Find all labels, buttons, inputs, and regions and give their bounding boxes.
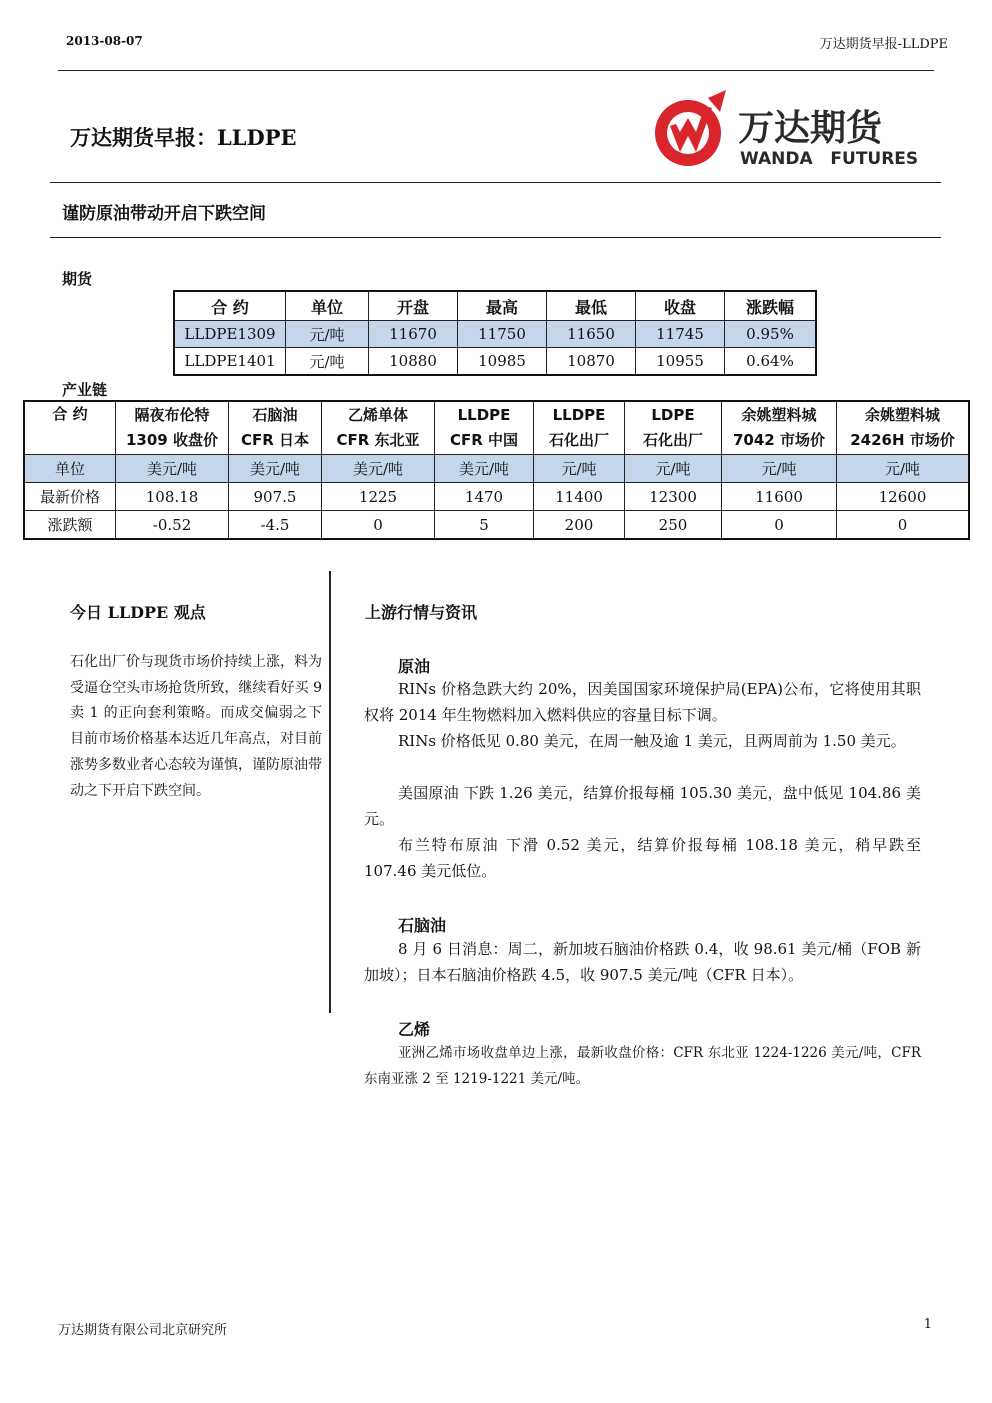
futures-table — [173, 290, 817, 376]
table-cell: 11650 — [547, 321, 636, 348]
page-number: 1 — [923, 1317, 932, 1332]
company-logo — [650, 86, 932, 172]
futures-header-cell: 收盘 — [636, 291, 725, 321]
chain-header-cell — [322, 401, 435, 455]
table-row — [174, 321, 816, 348]
table-cell: -0.52 — [116, 511, 229, 540]
table-cell: 美元/吨 — [435, 455, 534, 483]
chain-header-cell — [116, 401, 229, 455]
table-cell: 元/吨 — [625, 455, 722, 483]
table-cell: 11745 — [636, 321, 725, 348]
table-cell: 美元/吨 — [229, 455, 322, 483]
industry-chain-table — [23, 400, 970, 540]
news-paragraph: 亚洲乙烯市场收盘单边上涨，最新收盘价格：CFR 东北亚 1224-1226 美元/吨，CFR 东南亚涨 2 至 1219-1221 美元/吨。 — [364, 1045, 921, 1087]
chain-header-cell — [435, 401, 534, 455]
chain-header-cell — [625, 401, 722, 455]
futures-header-cell: 最高 — [458, 291, 547, 321]
logo-en-text: WANDA FUTURES — [740, 149, 919, 169]
chain-header-line: 1309 收盘价 — [126, 431, 218, 449]
table-cell: 0 — [837, 511, 970, 540]
futures-section-label: 期货 — [62, 270, 93, 288]
news-paragraph: 布兰特布原油 下滑 0.52 美元，结算价报每桶 108.18 美元，稍早跌至 107.46 美元低位。 — [364, 836, 921, 880]
report-subtitle: 谨防原油带动开启下跌空间 — [62, 204, 266, 224]
footer-company: 万达期货有限公司北京研究所 — [58, 1323, 228, 1338]
news-paragraph: RINs 价格低见 0.80 美元，在周一触及逾 1 美元，且两周前为 1.50 美元。 — [398, 732, 906, 750]
table-cell: 0.64% — [725, 348, 817, 376]
futures-header-cell: 涨跌幅 — [725, 291, 817, 321]
chain-header-cell — [534, 401, 625, 455]
header-report-title: 万达期货早报-LLDPE — [819, 37, 948, 52]
section-title-crude: 原油 — [398, 657, 431, 676]
table-cell: 0 — [722, 511, 837, 540]
header-divider — [58, 70, 934, 71]
chain-header-line: LDPE — [651, 406, 695, 424]
chain-section-label: 产业链 — [62, 381, 108, 399]
chain-header-line: 余姚塑料城 — [864, 406, 940, 424]
table-cell: 10880 — [369, 348, 458, 376]
page-title: 万达期货早报：LLDPE — [70, 125, 297, 150]
news-heading: 上游行情与资讯 — [365, 603, 478, 622]
table-cell: 元/吨 — [722, 455, 837, 483]
logo-cn-text: 万达期货 — [738, 108, 883, 149]
futures-header-row — [174, 291, 816, 321]
table-row — [24, 483, 969, 511]
table-cell: 10955 — [636, 348, 725, 376]
section-title-ethylene: 乙烯 — [398, 1020, 431, 1039]
chain-header-line: 2426H 市场价 — [850, 431, 955, 449]
futures-header-cell: 合 约 — [174, 291, 286, 321]
table-cell: LLDPE1309 — [174, 321, 286, 348]
column-divider — [329, 571, 331, 1013]
table-cell: 10985 — [458, 348, 547, 376]
table-cell: 元/吨 — [286, 321, 369, 348]
section-title-naphtha: 石脑油 — [398, 916, 447, 935]
table-cell: 最新价格 — [24, 483, 116, 511]
futures-header-cell: 最低 — [547, 291, 636, 321]
chain-header-line: 石化出厂 — [548, 431, 609, 449]
view-heading: 今日 LLDPE 观点 — [70, 603, 206, 622]
table-cell: 元/吨 — [837, 455, 970, 483]
table-cell: 元/吨 — [534, 455, 625, 483]
table-cell: 108.18 — [116, 483, 229, 511]
chain-header-line: 7042 市场价 — [733, 431, 825, 449]
chain-header-line: LLDPE — [552, 406, 606, 424]
table-cell: 美元/吨 — [116, 455, 229, 483]
table-row — [24, 511, 969, 540]
table-cell: 5 — [435, 511, 534, 540]
news-paragraph: RINs 价格急跌大约 20%，因美国国家环境保护局(EPA)公布，它将使用其职权将 2014 年生物燃料加入燃料供应的容量目标下调。 — [364, 680, 921, 724]
chain-header-line: CFR 东北亚 — [336, 431, 420, 449]
chain-header-cell — [229, 401, 322, 455]
table-cell: 单位 — [24, 455, 116, 483]
table-cell: 0 — [322, 511, 435, 540]
table-cell: 12600 — [837, 483, 970, 511]
table-cell: 10870 — [547, 348, 636, 376]
chain-header-cell — [722, 401, 837, 455]
chain-header-line: 合 约 — [52, 405, 88, 423]
table-row — [174, 348, 816, 376]
chain-header-line: LLDPE — [457, 406, 511, 424]
news-paragraph: 8 月 6 日消息：周二，新加坡石脑油价格跌 0.4，收 98.61 美元/桶（FOB 新加坡）；日本石脑油价格跌 4.5，收 907.5 美元/吨（CFR 日本）。 — [364, 940, 921, 984]
table-cell: 11400 — [534, 483, 625, 511]
table-row — [24, 455, 969, 483]
chain-header-cell — [24, 401, 116, 455]
report-date: 2013-08-07 — [66, 34, 143, 48]
table-cell: 1225 — [322, 483, 435, 511]
chain-header-line: 余姚塑料城 — [741, 406, 817, 424]
news-paragraph: 美国原油 下跌 1.26 美元，结算价报每桶 105.30 美元，盘中低见 104.86 美元。 — [364, 784, 921, 828]
subtitle-divider — [50, 237, 941, 238]
chain-header-line: CFR 日本 — [240, 431, 310, 449]
table-cell: 907.5 — [229, 483, 322, 511]
table-cell: 11750 — [458, 321, 547, 348]
table-cell: -4.5 — [229, 511, 322, 540]
chain-header-line: 石化出厂 — [642, 431, 703, 449]
table-cell: 11670 — [369, 321, 458, 348]
table-cell: 美元/吨 — [322, 455, 435, 483]
chain-header-row — [24, 401, 969, 455]
table-cell: 11600 — [722, 483, 837, 511]
table-cell: 元/吨 — [286, 348, 369, 376]
chain-header-line: 乙烯单体 — [347, 406, 408, 424]
table-cell: LLDPE1401 — [174, 348, 286, 376]
wanda-logo-icon — [650, 86, 932, 172]
title-divider — [50, 182, 941, 183]
table-cell: 250 — [625, 511, 722, 540]
table-cell: 涨跌额 — [24, 511, 116, 540]
table-cell: 0.95% — [725, 321, 817, 348]
table-cell: 1470 — [435, 483, 534, 511]
chain-header-line: 石脑油 — [252, 406, 298, 424]
table-cell: 200 — [534, 511, 625, 540]
futures-header-cell: 单位 — [286, 291, 369, 321]
futures-header-cell: 开盘 — [369, 291, 458, 321]
table-cell: 12300 — [625, 483, 722, 511]
chain-header-line: 隔夜布伦特 — [134, 406, 210, 424]
chain-header-line: CFR 中国 — [449, 431, 519, 449]
chain-header-cell — [837, 401, 970, 455]
view-body: 石化出厂价与现货市场价持续上涨，料为受逼仓空头市场抢货所致，继续看好买 9 卖 1 的正向套利策略。而成交偏弱之下目前市场价格基本达近几年高点，对目前涨势多数业者心态较为谨慎，谨防原油带动之下开启下跌空间。 — [70, 654, 322, 799]
